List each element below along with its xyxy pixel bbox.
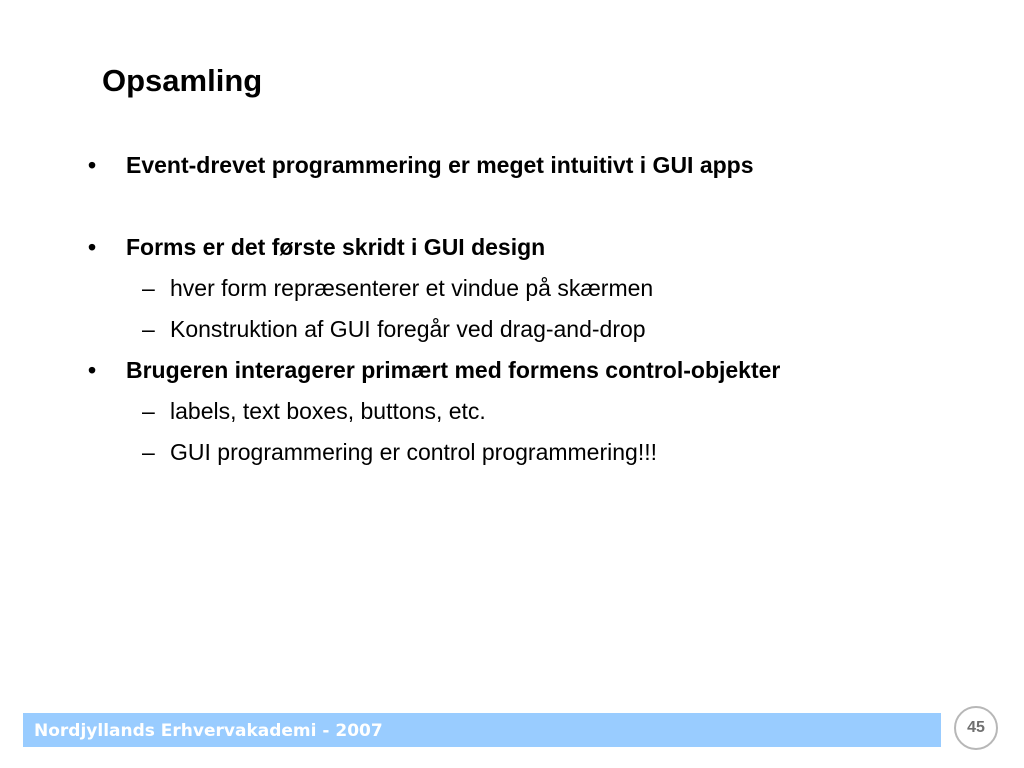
- sub-bullet-marker: –: [142, 275, 155, 301]
- sub-bullet-text: labels, text boxes, buttons, etc.: [170, 398, 486, 424]
- sub-bullet-marker: –: [142, 316, 155, 342]
- sub-bullet-text: GUI programmering er control programmering!!!: [170, 439, 657, 465]
- sub-bullet-marker: –: [142, 439, 155, 465]
- page-number: 45: [967, 719, 985, 736]
- bullet-text: Forms er det første skridt i GUI design: [126, 234, 546, 260]
- slide-title: Opsamling: [102, 63, 263, 98]
- footer-organization: Nordjyllands Erhvervakademi - 2007: [34, 721, 383, 741]
- bullet-marker: •: [88, 234, 97, 260]
- sub-bullet-text: hver form repræsenterer et vindue på skærmen: [170, 275, 654, 301]
- bullet-marker: •: [88, 152, 97, 178]
- bullet-text: Brugeren interagerer primært med formens control-objekter: [126, 357, 781, 383]
- bullet-text: Event-drevet programmering er meget intuitivt i GUI apps: [126, 152, 754, 178]
- page-number-badge: [954, 706, 998, 750]
- sub-bullet-text: Konstruktion af GUI foregår ved drag-and-drop: [170, 316, 646, 342]
- sub-bullet-marker: –: [142, 398, 155, 424]
- bullet-marker: •: [88, 357, 97, 383]
